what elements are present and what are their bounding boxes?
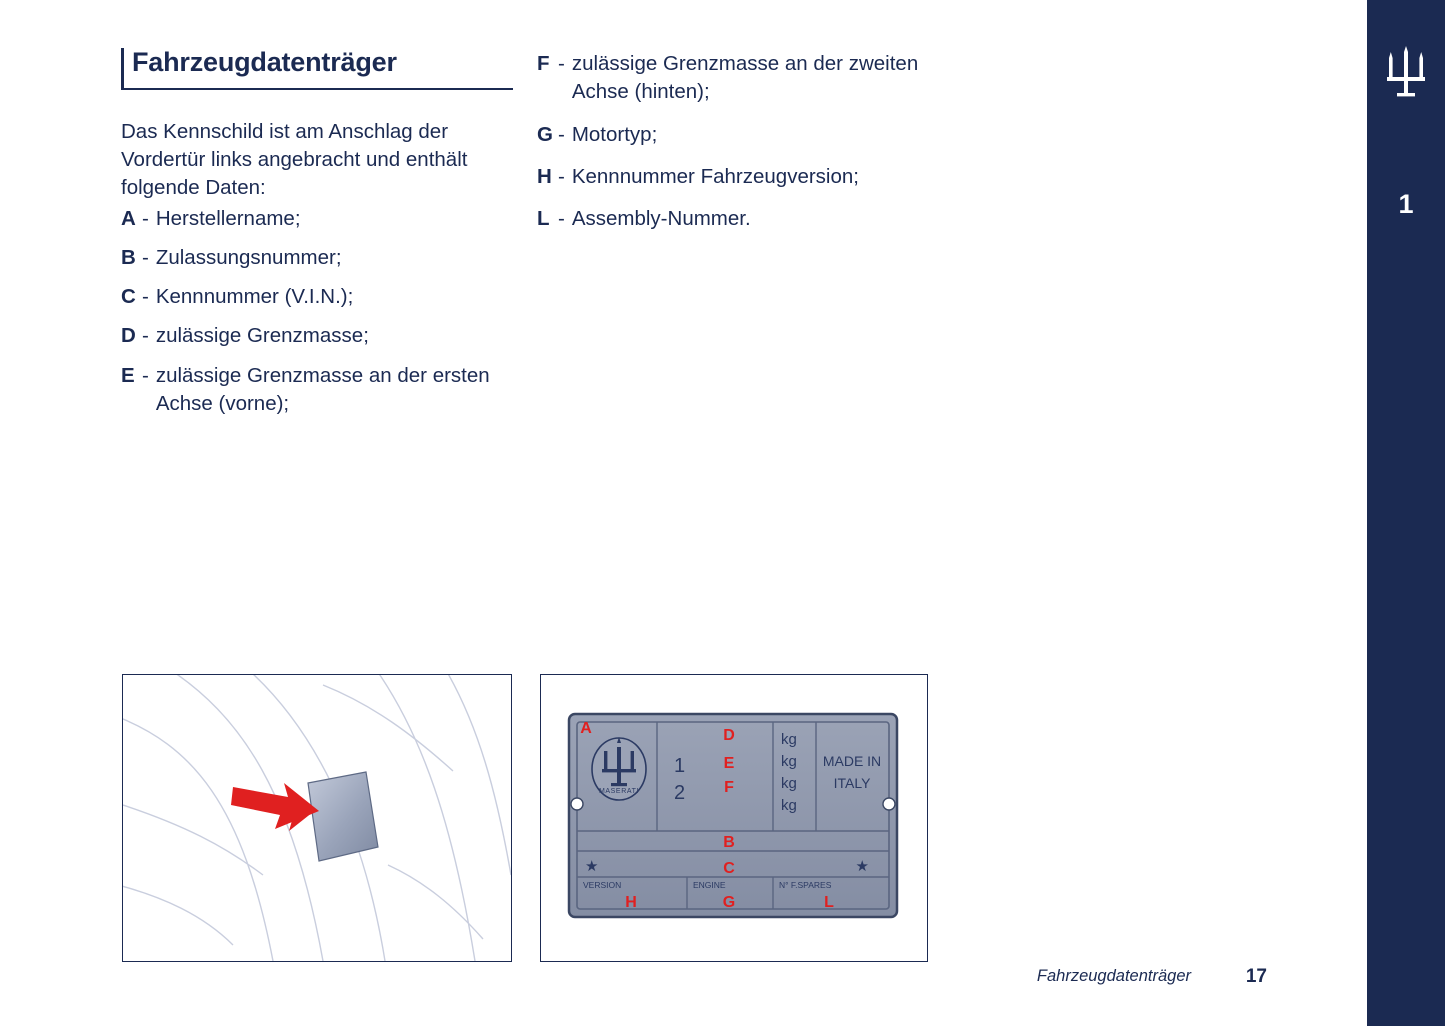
rivet-left (571, 798, 583, 810)
footer-page-number: 17 (1245, 966, 1267, 987)
item-dash: - (558, 52, 565, 75)
item-desc: zulässige Grenzmasse; (155, 324, 369, 348)
item-dash: - (142, 245, 149, 269)
legend-list-right (537, 50, 967, 233)
item-desc: Assembly-Nummer. (571, 207, 751, 231)
data-plate-shape (308, 772, 378, 861)
right-column (537, 50, 967, 247)
svg-text:ENGINE: ENGINE (693, 880, 726, 890)
item-desc: Motortyp; (571, 122, 658, 146)
svg-text:B: B (723, 834, 735, 851)
svg-text:C: C (723, 860, 735, 877)
item-desc: Zulassungsnummer; (155, 245, 342, 269)
star-right-icon: ★ (855, 858, 869, 875)
list-item (537, 50, 967, 107)
item-dash: - (142, 285, 149, 309)
made-in-text: MADE IN (822, 753, 882, 769)
svg-text:H: H (625, 894, 637, 911)
chapter-number: 1 (1398, 188, 1414, 219)
list-item (537, 121, 967, 149)
svg-text:kg: kg (781, 753, 797, 770)
svg-text:N° F.SPARES: N° F.SPARES (779, 880, 832, 890)
item-key: A (121, 206, 136, 230)
star-left-icon: ★ (585, 858, 599, 875)
svg-text:kg: kg (781, 731, 797, 748)
item-key: E (121, 363, 135, 387)
list-item (121, 322, 513, 350)
svg-text:D: D (723, 727, 735, 744)
svg-text:A: A (580, 720, 592, 737)
item-key: F (537, 52, 550, 75)
axle-row-1: 1 (674, 755, 686, 777)
right-edge-bar (1367, 0, 1445, 1026)
page-title: Fahrzeugdatenträger (121, 48, 513, 90)
item-key: L (537, 207, 550, 231)
svg-text:G: G (722, 894, 736, 911)
chapter-tab[interactable] (1367, 160, 1445, 248)
item-dash: - (142, 363, 149, 387)
list-item (537, 205, 967, 233)
country-text: ITALY (833, 775, 871, 791)
item-key: C (121, 285, 136, 309)
svg-text:kg: kg (781, 775, 797, 792)
data-plate-illustration (541, 675, 927, 961)
door-jamb-figure (122, 674, 512, 962)
svg-text:L: L (824, 894, 834, 911)
svg-text:MASERATI: MASERATI (598, 788, 640, 795)
item-dash: - (142, 206, 149, 230)
list-item (121, 244, 513, 272)
maserati-emblem-icon (592, 737, 646, 800)
svg-text:kg: kg (781, 797, 797, 814)
list-item (537, 163, 967, 191)
data-plate-figure (540, 674, 928, 962)
item-dash: - (558, 207, 565, 231)
list-item (121, 362, 513, 419)
item-desc: Kennnummer (V.I.N.); (155, 285, 354, 309)
svg-text:E: E (723, 755, 735, 772)
item-key: G (537, 122, 553, 146)
axle-row-2: 2 (674, 782, 686, 804)
item-key: B (121, 245, 136, 269)
intro-paragraph: Das Kennschild ist am Anschlag der Vordertür links angebracht und enthält folgende Daten: (121, 119, 468, 200)
item-dash: - (142, 324, 149, 348)
pointer-arrow-icon (231, 783, 319, 831)
maserati-trident-logo (1385, 46, 1427, 98)
item-desc: Kennnummer Fahrzeugversion; (571, 164, 859, 188)
bottom-labels (583, 880, 832, 890)
item-dash: - (558, 164, 565, 188)
footer-section-title: Fahrzeugdatenträger (1036, 967, 1191, 985)
item-key: D (121, 324, 136, 348)
rivet-right (883, 798, 895, 810)
list-item (121, 283, 513, 311)
left-column (121, 48, 513, 429)
door-jamb-illustration (123, 675, 511, 961)
item-desc: zulässige Grenzmasse an der zweiten Achse (hinten); (571, 52, 919, 104)
item-desc: zulässige Grenzmasse an der ersten Achse (vorne); (155, 363, 490, 415)
item-desc: Herstellername; (155, 206, 301, 230)
legend-list-left (121, 205, 513, 419)
item-dash: - (558, 122, 565, 146)
list-item (121, 205, 513, 233)
item-key: H (537, 164, 552, 188)
svg-text:VERSION: VERSION (583, 880, 622, 890)
svg-text:F: F (724, 779, 734, 796)
